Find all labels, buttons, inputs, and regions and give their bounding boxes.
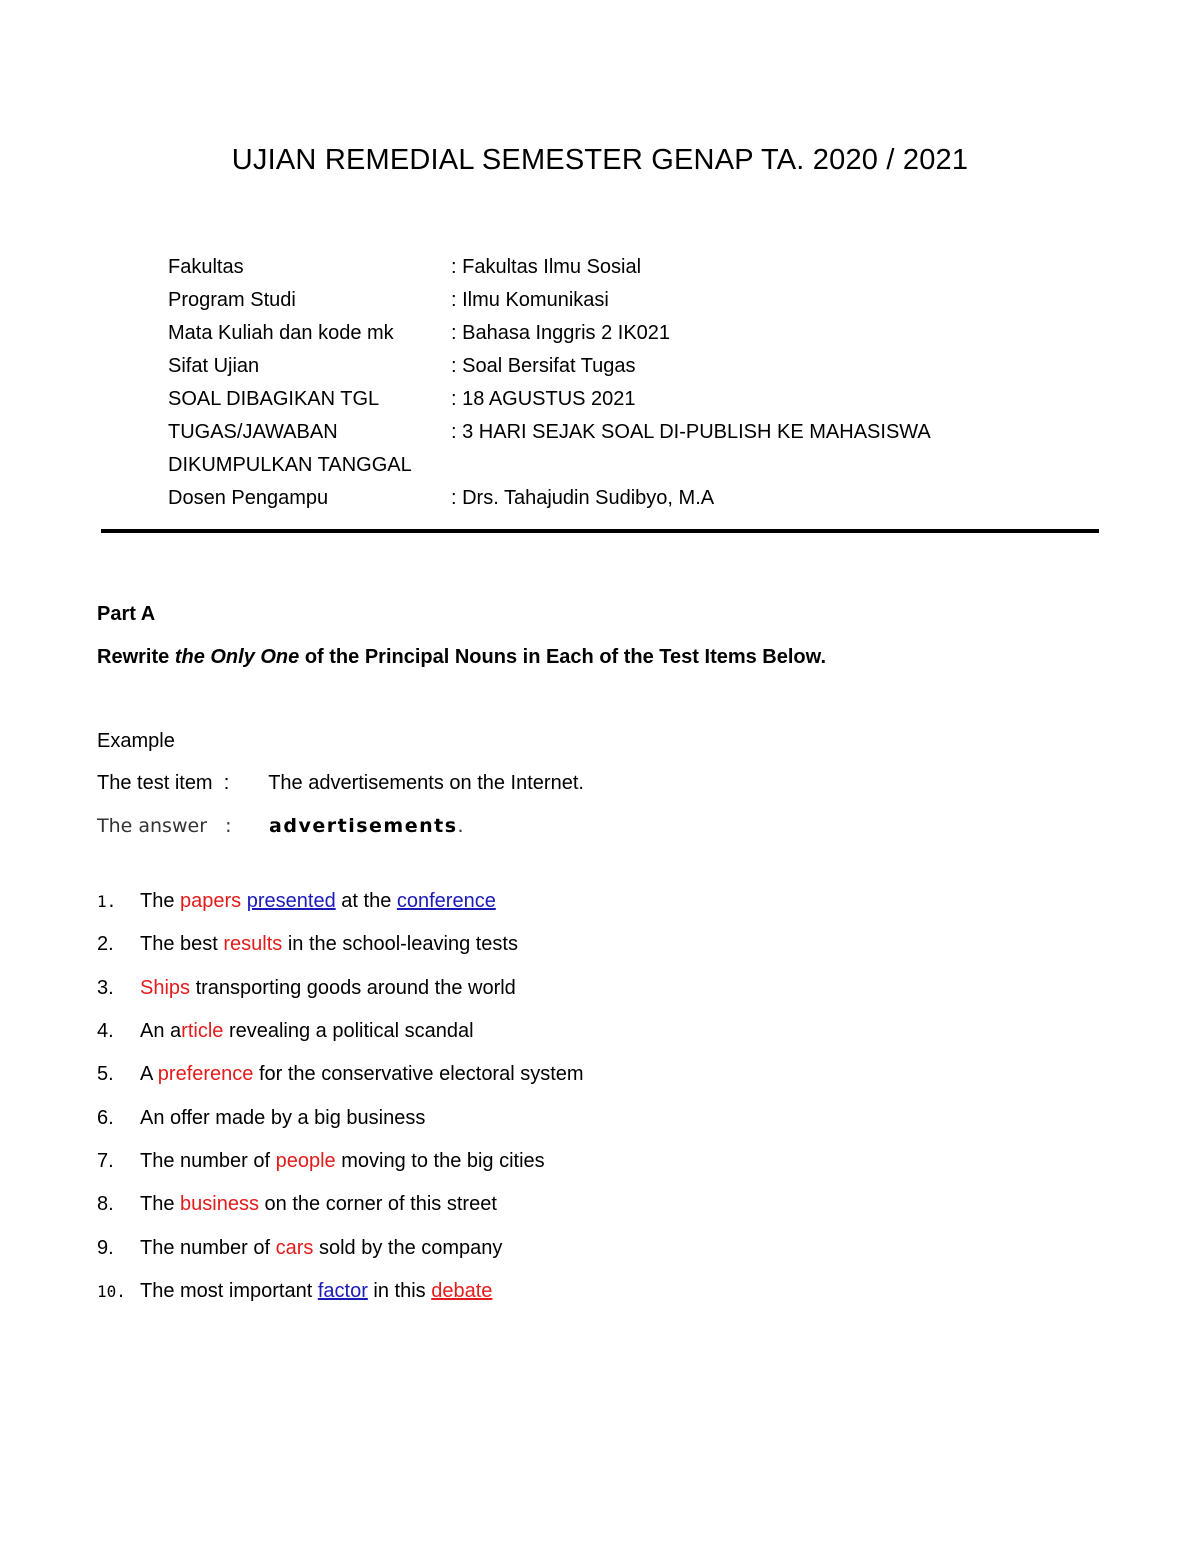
item-text-segment: on the corner of this street xyxy=(258,1193,497,1216)
test-item-text xyxy=(140,1150,545,1173)
example-answer-value: advertisements xyxy=(269,815,458,837)
test-item-number: 8. xyxy=(97,1193,114,1216)
test-label-text: The test item xyxy=(97,772,213,794)
info-label: SOAL DIBAGIKAN TGL xyxy=(168,388,380,410)
highlighted-word: business xyxy=(180,1193,259,1216)
info-label: Program Studi xyxy=(168,289,296,311)
test-item-list xyxy=(97,880,584,1313)
item-text-segment: in the school-leaving tests xyxy=(282,933,518,956)
test-item-number: 7. xyxy=(97,1149,114,1172)
test-item xyxy=(97,1053,584,1096)
instruction-emphasis: the Only One xyxy=(174,646,300,668)
test-item-text xyxy=(140,1280,492,1303)
highlighted-word: cars xyxy=(275,1236,314,1259)
item-text-segment: at the xyxy=(335,890,397,913)
highlighted-word: results xyxy=(223,933,283,956)
info-value: : Fakultas Ilmu Sosial xyxy=(451,256,642,278)
instruction-pre: Rewrite xyxy=(97,646,175,668)
test-item-text xyxy=(140,890,496,913)
example-answer-end: . xyxy=(457,815,464,837)
test-item-number: 1. xyxy=(97,892,117,912)
item-text-segment: The best xyxy=(140,933,224,956)
test-item xyxy=(97,1270,584,1313)
item-text-segment: for the conservative electoral system xyxy=(253,1063,584,1086)
highlighted-word: preference xyxy=(157,1063,254,1086)
test-item-text xyxy=(140,1237,502,1260)
example-answer-label xyxy=(97,815,263,837)
instruction-post: of the Principal Nouns in Each of the Test Items Below. xyxy=(299,646,827,668)
test-item-number: 6. xyxy=(97,1106,114,1129)
test-item xyxy=(97,1010,584,1053)
horizontal-divider xyxy=(101,529,1099,533)
test-item xyxy=(97,1096,584,1139)
item-text-segment: The number of xyxy=(140,1236,276,1259)
item-text-segment: sold by the company xyxy=(313,1236,503,1259)
test-item-text xyxy=(140,933,518,956)
highlighted-word: Ships xyxy=(140,976,191,999)
info-row xyxy=(168,284,931,317)
item-text-segment: The xyxy=(140,890,181,913)
info-label: TUGAS/JAWABAN xyxy=(168,421,338,443)
highlighted-word: papers xyxy=(180,890,242,913)
test-item xyxy=(97,880,584,923)
info-row xyxy=(168,383,931,416)
highlighted-word: factor xyxy=(317,1279,368,1302)
info-value: : Drs. Tahajudin Sudibyo, M.A xyxy=(451,487,715,509)
highlighted-word: people xyxy=(275,1149,336,1172)
test-item-number: 2. xyxy=(97,933,114,956)
part-heading: Part A xyxy=(97,603,156,625)
info-label: DIKUMPULKAN TANGGAL xyxy=(168,454,412,476)
info-row xyxy=(168,482,931,515)
test-item xyxy=(97,923,584,966)
test-item xyxy=(97,967,584,1010)
item-text-segment: An a xyxy=(140,1020,182,1043)
example-heading: Example xyxy=(97,730,175,752)
info-row xyxy=(168,416,931,449)
info-value: : Ilmu Komunikasi xyxy=(451,289,609,311)
example-test-label xyxy=(97,772,263,795)
test-item-number: 5. xyxy=(97,1063,114,1086)
info-value: : 18 AGUSTUS 2021 xyxy=(451,388,636,410)
highlighted-word: debate xyxy=(431,1279,493,1302)
info-row xyxy=(168,251,931,284)
item-text-segment: moving to the big cities xyxy=(335,1149,545,1172)
item-text-segment: revealing a political scandal xyxy=(223,1020,474,1043)
exam-info-table xyxy=(168,251,931,515)
example-test-value: The advertisements on the Internet. xyxy=(268,772,584,794)
document-title: UJIAN REMEDIAL SEMESTER GENAP TA. 2020 / 2021 xyxy=(231,144,969,176)
test-item-text xyxy=(140,1193,497,1216)
item-text-segment: A xyxy=(140,1063,158,1086)
example-test-item xyxy=(97,772,584,795)
highlighted-word: presented xyxy=(246,890,336,913)
info-value: : 3 HARI SEJAK SOAL DI-PUBLISH KE MAHASISWA xyxy=(451,421,931,443)
answer-sep: : xyxy=(225,815,232,837)
instruction xyxy=(97,646,826,669)
test-sep: : xyxy=(223,772,230,794)
item-text-segment: The xyxy=(140,1193,181,1216)
info-label: Fakultas xyxy=(168,256,244,278)
info-label: Dosen Pengampu xyxy=(168,487,329,509)
test-item xyxy=(97,1183,584,1226)
info-value: : Soal Bersifat Tugas xyxy=(451,355,636,377)
item-text-segment: The most important xyxy=(140,1279,318,1302)
test-item xyxy=(97,1140,584,1183)
highlighted-word: conference xyxy=(396,890,496,913)
test-item xyxy=(97,1226,584,1269)
item-text-segment: transporting goods around the world xyxy=(190,976,516,999)
test-item-text xyxy=(140,1020,474,1043)
info-label: Sifat Ujian xyxy=(168,355,260,377)
info-value: : Bahasa Inggris 2 IK021 xyxy=(451,322,671,344)
highlighted-word: rticle xyxy=(181,1020,224,1043)
answer-label-text: The answer xyxy=(97,815,208,837)
test-item-number: 9. xyxy=(97,1236,114,1259)
example-answer xyxy=(97,815,464,837)
info-row xyxy=(168,317,931,350)
item-text-segment: in this xyxy=(367,1279,432,1302)
item-text-segment: An offer made by a big business xyxy=(140,1106,426,1129)
test-item-text xyxy=(140,1107,425,1130)
test-item-number: 3. xyxy=(97,976,114,999)
test-item-number: 10. xyxy=(97,1281,126,1301)
test-item-text xyxy=(140,977,516,1000)
item-text-segment: The number of xyxy=(140,1149,276,1172)
test-item-number: 4. xyxy=(97,1020,114,1043)
info-row xyxy=(168,350,931,383)
info-label: Mata Kuliah dan kode mk xyxy=(168,322,394,344)
info-row xyxy=(168,449,931,482)
test-item-text xyxy=(140,1063,584,1086)
